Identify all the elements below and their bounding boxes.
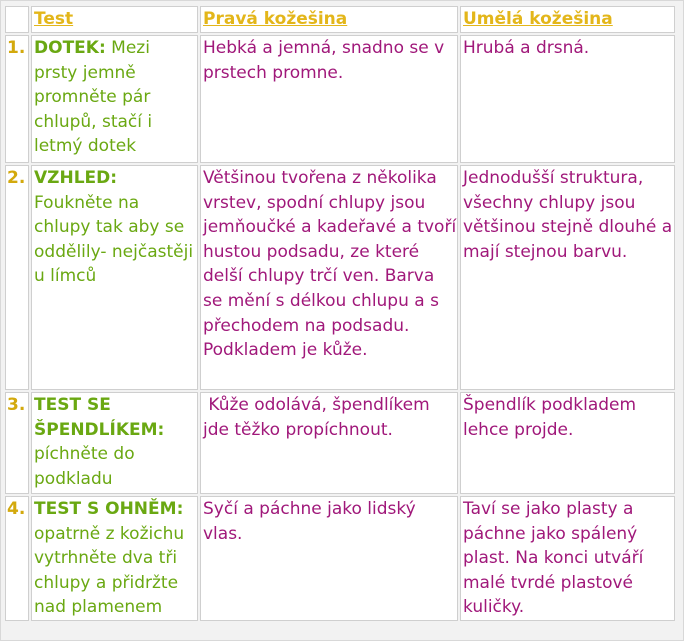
table-header-row — [5, 6, 675, 33]
row-number: 2. — [5, 165, 29, 390]
test-cell — [31, 496, 198, 621]
test-title: TEST SE ŠPENDLÍKEM: — [34, 395, 165, 440]
test-description: píchněte do podkladu — [34, 444, 135, 489]
header-test: Test — [34, 9, 74, 29]
test-title: TEST S OHNĚM: — [34, 499, 184, 519]
row-number: 3. — [5, 392, 29, 494]
test-cell — [31, 392, 198, 494]
fake-fur-cell: Taví se jako plasty a páchne jako spálený plast. Na konci utváří malé tvrdé plastové kuličky. — [460, 496, 675, 621]
header-fake-fur: Umělá kožešina — [463, 9, 613, 29]
test-cell — [31, 165, 198, 390]
test-description: Mezi prsty jemně promněte pár chlupů, stačí i letmý dotek — [34, 38, 153, 157]
header-real-cell — [200, 6, 458, 33]
header-num-cell — [5, 6, 29, 33]
test-cell — [31, 35, 198, 163]
fake-fur-cell: Jednodušší struktura, všechny chlupy jsou většinou stejně dlouhé a mají stejnou barvu. — [460, 165, 675, 390]
header-fake-cell — [460, 6, 675, 33]
real-fur-cell: Syčí a páchne jako lidský vlas. — [200, 496, 458, 621]
real-fur-cell: Hebká a jemná, snadno se v prstech promne. — [200, 35, 458, 163]
table-row — [5, 35, 675, 163]
table-row — [5, 165, 675, 390]
row-number: 1. — [5, 35, 29, 163]
test-description: Foukněte na chlupy tak aby se oddělily- nejčastěji u límců — [34, 192, 194, 287]
fur-test-table — [3, 4, 677, 623]
fake-fur-cell: Hrubá a drsná. — [460, 35, 675, 163]
real-fur-cell: Kůže odolává, špendlíkem jde těžko propíchnout. — [200, 392, 458, 494]
test-title: DOTEK: — [34, 38, 106, 58]
real-fur-cell: Většinou tvořena z několika vrstev, spodní chlupy jsou jemňoučké a kadeřavé a tvoří hustou podsadu, ze které delší chlupy trčí ven. Barva se mění s délkou chlupu a s přechodem na podsadu. Podkladem je kůže. — [200, 165, 458, 390]
table-row — [5, 496, 675, 621]
table-row — [5, 392, 675, 494]
test-title: VZHLED: — [34, 168, 118, 188]
header-test-cell — [31, 6, 198, 33]
header-real-fur: Pravá kožešina — [203, 9, 348, 29]
fake-fur-cell: Špendlík podkladem lehce projde. — [460, 392, 675, 494]
test-description: opatrně z kožichu vytrhněte dva tři chlupy a přidržte nad plamenem — [34, 523, 185, 618]
row-number: 4. — [5, 496, 29, 621]
